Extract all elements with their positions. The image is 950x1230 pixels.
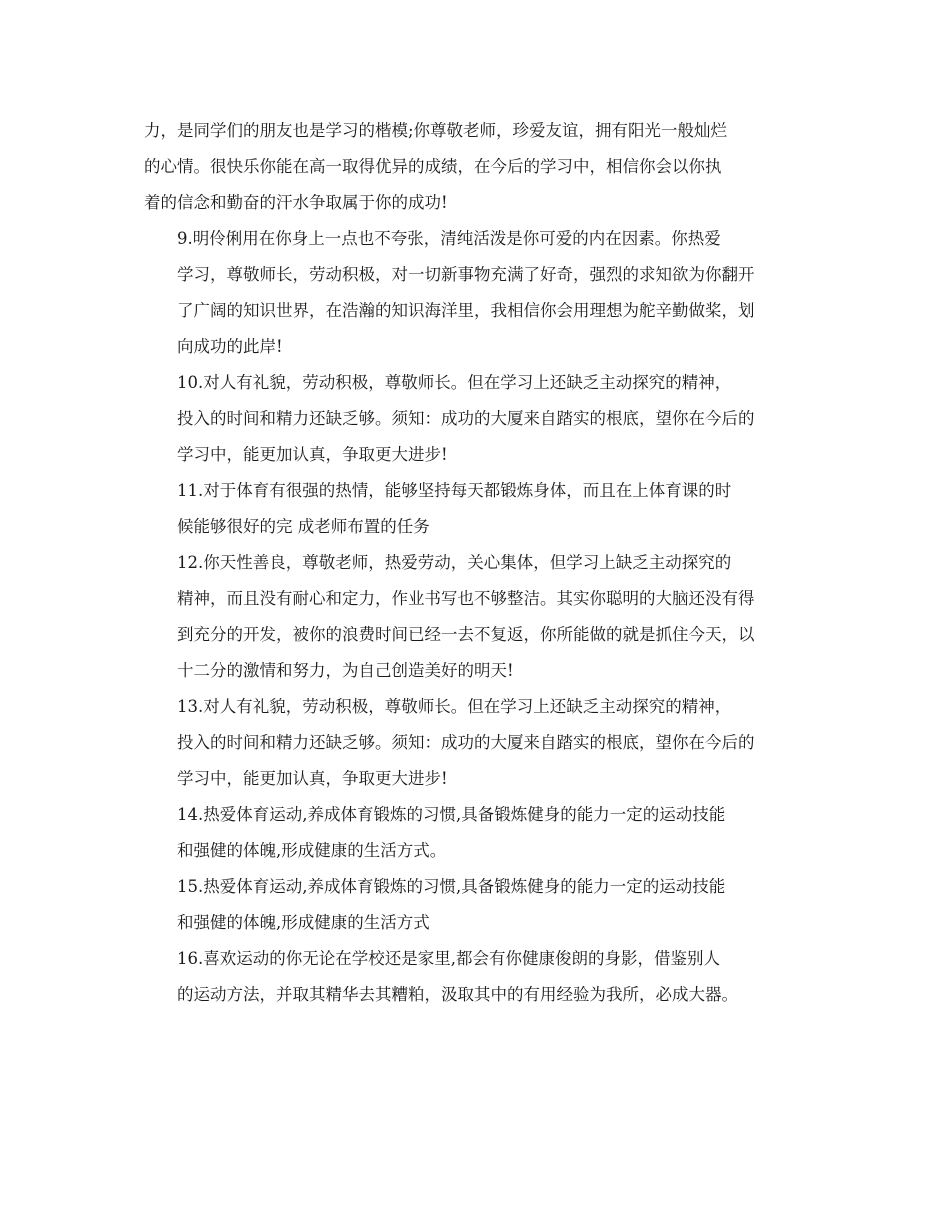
text-line: 投入的时间和精力还缺乏够。须知：成功的大厦来自踏实的根底，望你在今后的 <box>177 409 755 428</box>
paragraph <box>144 869 810 941</box>
text-line: 精神，而且没有耐心和定力，作业书写也不够整洁。其实你聪明的大脑还没有得 <box>177 589 755 608</box>
paragraph <box>144 473 810 545</box>
document-body <box>144 113 810 1013</box>
text-line: 和强健的体魄,形成健康的生活方式。 <box>177 841 447 860</box>
text-line: 力，是同学们的朋友也是学习的楷模;你尊敬老师，珍爱友谊，拥有阳光一般灿烂 <box>144 121 728 140</box>
text-line: 9.明伶俐用在你身上一点也不夸张，清纯活泼是你可爱的内在因素。你热爱 <box>177 229 721 248</box>
text-line: 和强健的体魄,形成健康的生活方式 <box>177 913 430 932</box>
paragraph <box>144 941 810 1013</box>
text-line: 12.你天性善良，尊敬老师，热爱劳动，关心集体，但学习上缺乏主动探究的 <box>177 553 732 572</box>
text-line: 了广阔的知识世界，在浩瀚的知识海洋里，我相信你会用理想为舵辛勤做桨，划 <box>177 301 755 320</box>
text-line: 的运动方法，并取其精华去其糟粕，汲取其中的有用经验为我所，必成大器。 <box>177 985 738 1004</box>
text-line: 14.热爱体育运动,养成体育锻炼的习惯,具备锻炼健身的能力一定的运动技能 <box>177 805 726 824</box>
paragraph <box>144 113 810 221</box>
text-line: 16.喜欢运动的你无论在学校还是家里,都会有你健康俊朗的身影，借鉴别人 <box>177 949 720 968</box>
text-line: 到充分的开发，被你的浪费时间已经一去不复返，你所能做的就是抓住今天，以 <box>177 625 755 644</box>
text-line: 学习，尊敬师长，劳动积极，对一切新事物充满了好奇，强烈的求知欲为你翻开 <box>177 265 755 284</box>
text-line: 13.对人有礼貌，劳动积极，尊敬师长。但在学习上还缺乏主动探究的精神， <box>177 697 732 716</box>
paragraph <box>144 689 810 797</box>
text-line: 学习中，能更加认真，争取更大进步! <box>177 769 448 788</box>
paragraph <box>144 545 810 689</box>
text-line: 10.对人有礼貌，劳动积极，尊敬师长。但在学习上还缺乏主动探究的精神， <box>177 373 732 392</box>
text-line: 学习中，能更加认真，争取更大进步! <box>177 445 448 464</box>
paragraph <box>144 797 810 869</box>
text-line: 投入的时间和精力还缺乏够。须知：成功的大厦来自踏实的根底，望你在今后的 <box>177 733 755 752</box>
text-line: 11.对于体育有很强的热情，能够坚持每天都锻炼身体，而且在上体育课的时 <box>177 481 732 500</box>
paragraph <box>144 365 810 473</box>
text-line: 的心情。很快乐你能在高一取得优异的成绩，在今后的学习中，相信你会以你执 <box>144 157 722 176</box>
paragraph <box>144 221 810 365</box>
text-line: 着的信念和勤奋的汗水争取属于你的成功! <box>144 193 448 212</box>
text-line: 候能够很好的完 成老师布置的任务 <box>177 517 430 536</box>
text-line: 15.热爱体育运动,养成体育锻炼的习惯,具备锻炼健身的能力一定的运动技能 <box>177 877 726 896</box>
text-line: 十二分的激情和努力，为自己创造美好的明天! <box>177 661 514 680</box>
text-line: 向成功的此岸! <box>177 337 283 356</box>
